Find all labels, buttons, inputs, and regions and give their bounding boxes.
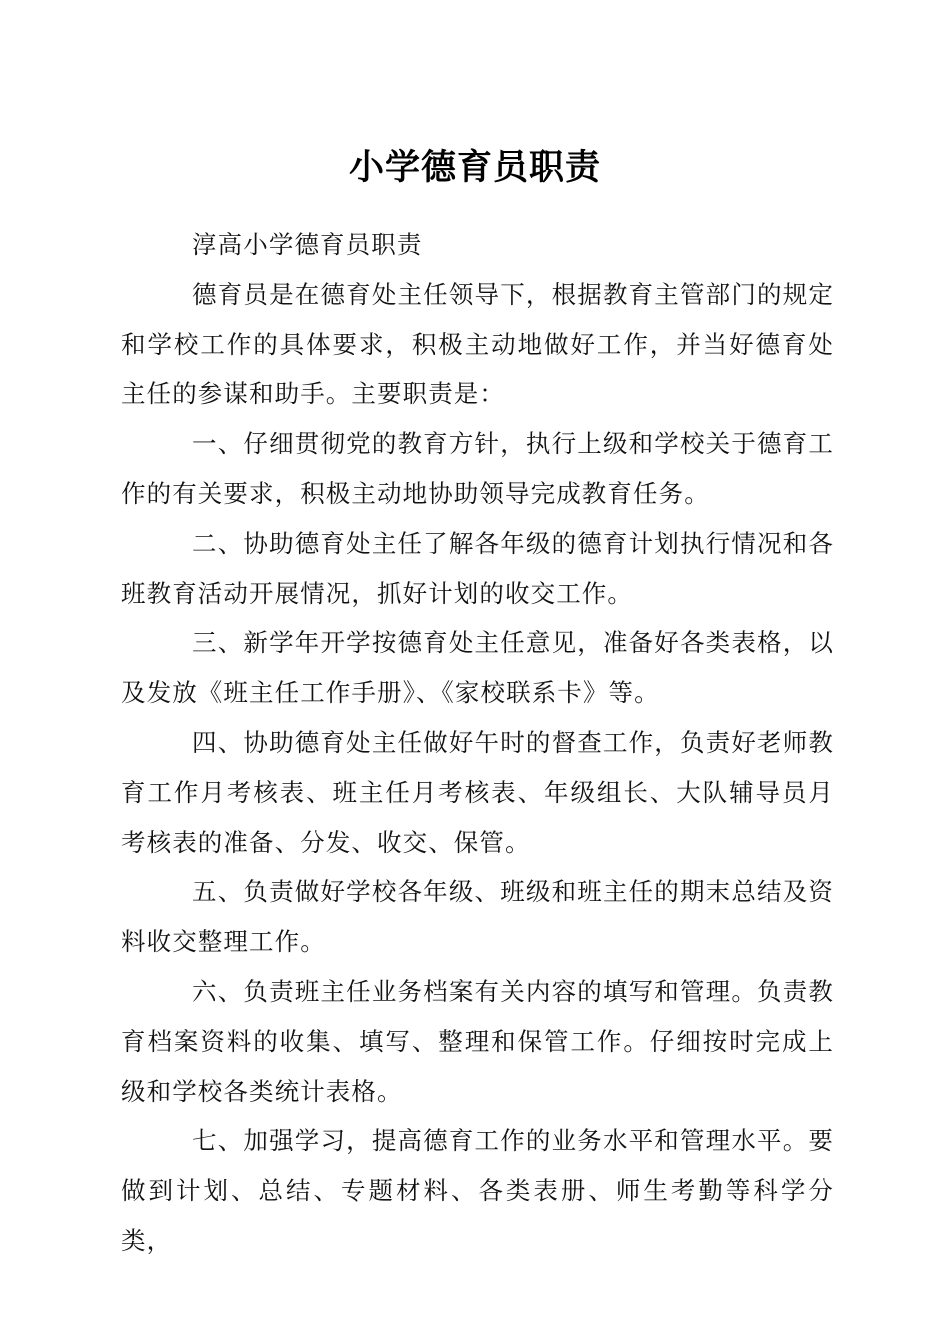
paragraph-duty-6: 六、负责班主任业务档案有关内容的填写和管理。负责教育档案资料的收集、填写、整理和保管工作。仔细按时完成上级和学校各类统计表格。 xyxy=(121,976,834,1106)
paragraph-duty-4: 四、协助德育处主任做好午时的督查工作，负责好老师教育工作月考核表、班主任月考核表、年级组长、大队辅导员月考核表的准备、分发、收交、保管。 xyxy=(121,727,834,857)
paragraph-intro: 德育员是在德育处主任领导下，根据教育主管部门的规定和学校工作的具体要求，积极主动地做好工作，并当好德育处主任的参谋和助手。主要职责是： xyxy=(121,279,834,409)
paragraph-duty-5: 五、负责做好学校各年级、班级和班主任的期末总结及资料收交整理工作。 xyxy=(121,877,834,957)
paragraph-duty-2: 二、协助德育处主任了解各年级的德育计划执行情况和各班教育活动开展情况，抓好计划的收交工作。 xyxy=(121,528,834,608)
document-body xyxy=(121,220,834,1266)
paragraph-duty-1: 一、仔细贯彻党的教育方针，执行上级和学校关于德育工作的有关要求，积极主动地协助领导完成教育任务。 xyxy=(121,429,834,508)
document-title: 小学德育员职责 xyxy=(348,147,601,188)
paragraph-duty-7: 七、加强学习，提高德育工作的业务水平和管理水平。要做到计划、总结、专题材料、各类表册、师生考勤等科学分类， xyxy=(121,1126,834,1255)
paragraph-subtitle: 淳高小学德育员职责 xyxy=(192,230,423,259)
paragraph-duty-3: 三、新学年开学按德育处主任意见，准备好各类表格，以及发放《班主任工作手册》、《家校联系卡》等。 xyxy=(121,628,834,708)
